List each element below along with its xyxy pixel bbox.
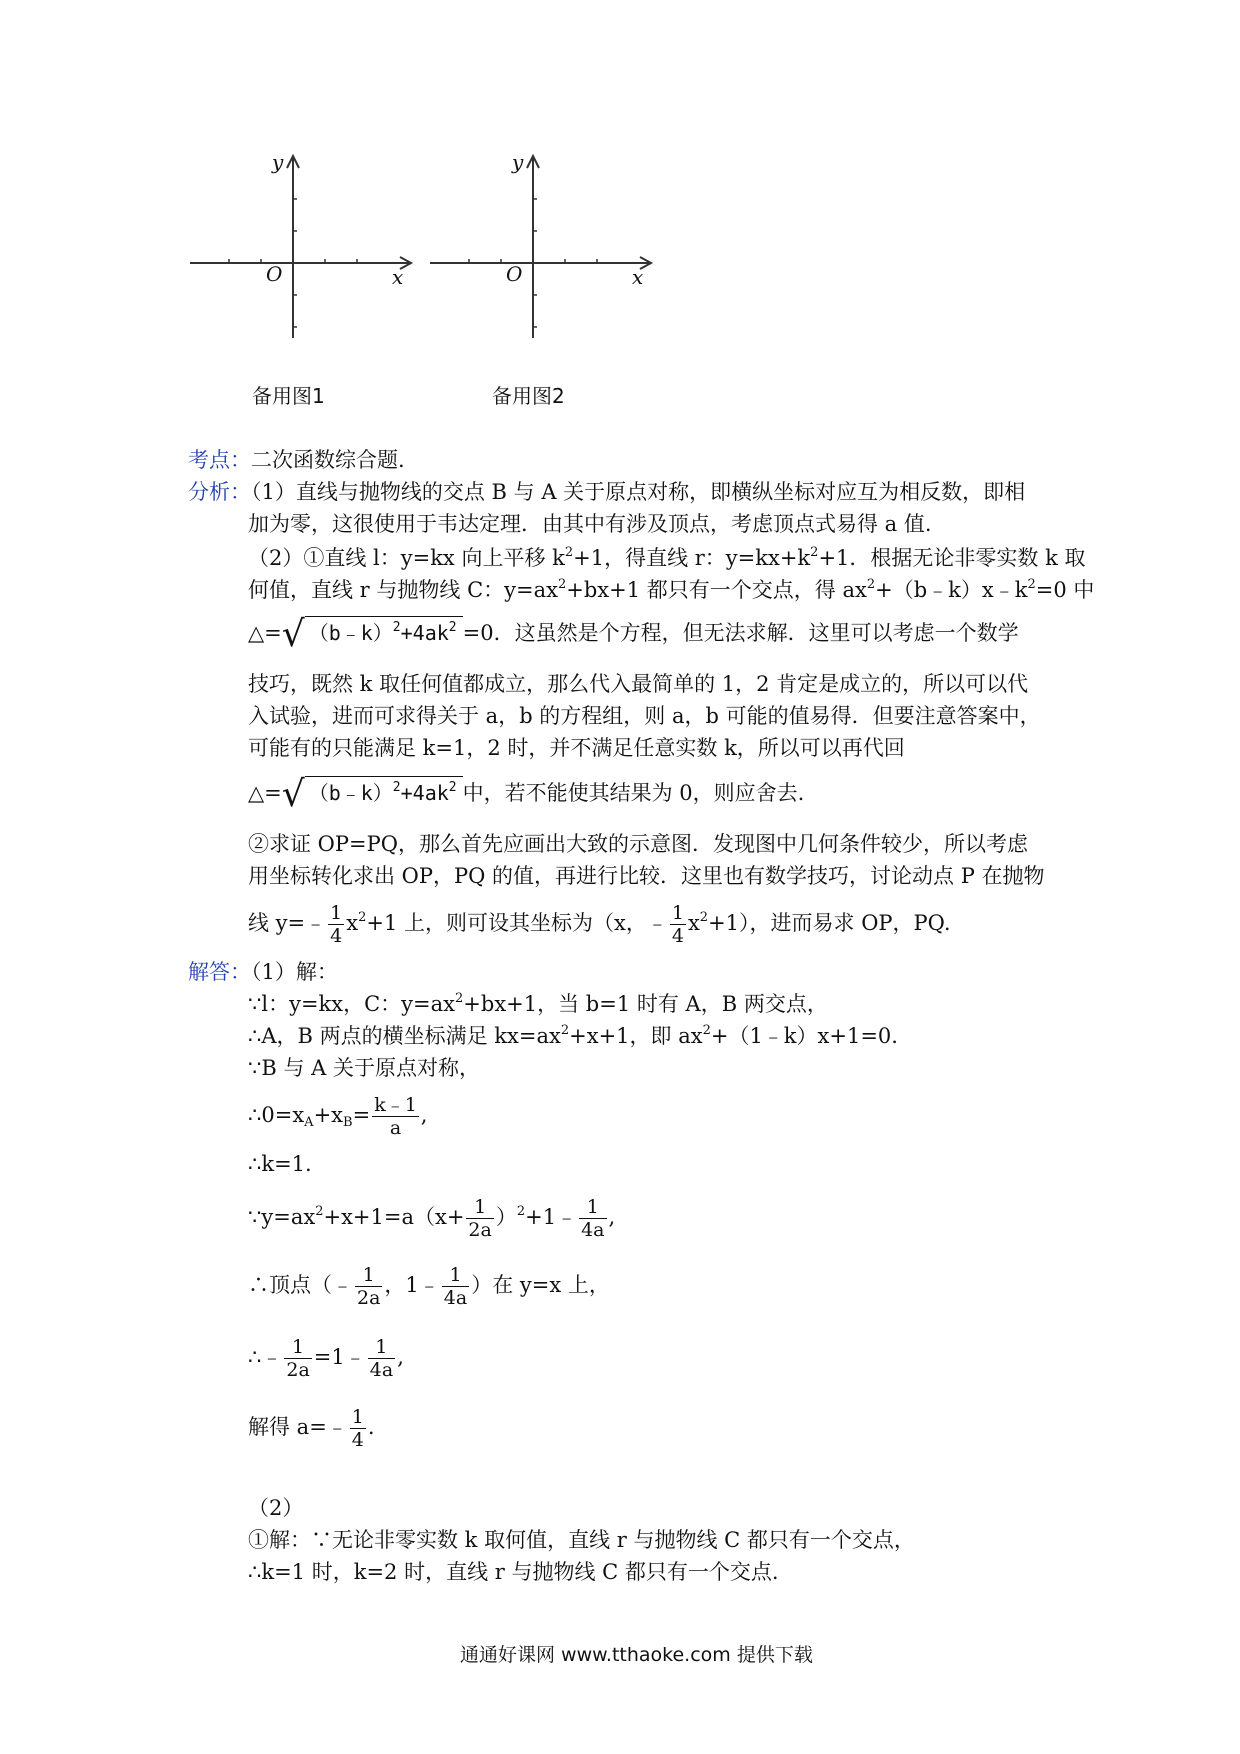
fenxi-line-3: （2）①直线 l：y=kx 向上平移 $k^2+1$，得直线 r：$y=kx+k^2+1$．根据无论非零实数 k 取 [248, 545, 1086, 570]
jieda-line-5: ∴k=1. [248, 1152, 312, 1176]
kaodian-line [188, 446, 405, 474]
figure-1-caption: 备用图1 [252, 384, 325, 408]
fenxi-line-2: 加为零，这很使用于韦达定理．由其中有涉及顶点，考虑顶点式易得 a 值. [248, 512, 932, 536]
figure-2-caption: 备用图2 [492, 384, 565, 408]
fenxi-line-12: 线 y=﹣ $\frac{1}{4}$ $x^2+1$ 上，则可设其坐标为（x，﹣ $\frac{1}{4}$ $x^2+1$），进而易求 OP，PQ. [248, 902, 951, 947]
figure-2 [420, 150, 660, 340]
fenxi-line-7: 入试验，进而可求得关于 a，b 的方程组，则 a，b 可能的值易得．但要注意答案中， [248, 704, 1041, 728]
fenxi-line-10: ②求证 OP=PQ，那么首先应画出大致的示意图．发现图中几何条件较少，所以考虑 [248, 832, 1028, 856]
fenxi-text: （1）直线与抛物线的交点 B 与 A 关于原点对称，即横纵坐标对应互为相反数，即相 [251, 480, 1026, 504]
jieda-line-p3: ①解：∵无论非零实数 k 取何值，直线 r 与抛物线 C 都只有一个交点， [248, 1528, 915, 1552]
jieda-line-9: 解得 a=﹣ $\frac{1}{4}$ . [248, 1406, 375, 1451]
jieda-line-3: ∵B 与 A 关于原点对称， [248, 1056, 480, 1080]
footer-text: 通通好课网 www.tthaoke.com 提供下载 [460, 1644, 813, 1666]
origin-label: O [506, 262, 523, 286]
jieda-line-7: ∴顶点（﹣ $\frac{1}{2a}$ ，1﹣ $\frac{1}{4a}$ ）在 y=x 上， [248, 1264, 610, 1309]
jieda-part-2: （2） [248, 1496, 304, 1520]
fenxi-line-5: △=√ $(b﹣k)^2+4ak^2 =0$．这虽然是个方程，但无法求解．这里可以考虑一个数学 [248, 614, 1019, 655]
jieda-line-8: ∴﹣ $\frac{1}{2a}$ =1﹣ $\frac{1}{4a}$ , [248, 1336, 404, 1381]
fenxi-line-8: 可能有的只能满足 k=1，2 时，并不满足任意实数 k，所以可以再代回 [248, 736, 905, 760]
jieda-line-0: 解答：（1）解： [188, 960, 338, 984]
fenxi-line-9: △=√ $(b﹣k)^2+4ak^2$ 中，若不能使其结果为 0，则应舍去. [248, 774, 805, 815]
fenxi-line-11: 用坐标转化求出 OP，PQ 的值，再进行比较．这里也有数学技巧，讨论动点 P 在抛物 [248, 864, 1045, 888]
sqrt-expression: $(b﹣k)^2+4ak^2$ [305, 616, 463, 645]
coordinate-axes-2 [420, 150, 660, 340]
fenxi-line-4: 何值，直线 r 与抛物线 C：$y=ax^2+bx+1$ 都只有一个交点，得 $ax^2+(b﹣k)x﹣k^2=0$ 中 [248, 577, 1095, 602]
kaodian-text: 二次函数综合题. [251, 448, 405, 472]
y-axis-label: y [512, 150, 524, 174]
coordinate-axes-1 [180, 150, 420, 340]
x-axis-label: x [392, 265, 404, 289]
origin-label: O [266, 262, 283, 286]
x-axis-label: x [632, 265, 644, 289]
figure-1 [180, 150, 420, 340]
y-axis-label: y [272, 150, 284, 174]
fenxi-label: 分析： [188, 480, 251, 504]
fenxi-line-6: 技巧，既然 k 取任何值都成立，那么代入最简单的 1，2 肯定是成立的，所以可以代 [248, 672, 1029, 696]
kaodian-label: 考点： [188, 448, 251, 472]
fenxi-line-1 [188, 478, 1025, 506]
sqrt-expression: $(b﹣k)^2+4ak^2$ [305, 776, 463, 805]
jieda-line-p4: ∴k=1 时，k=2 时，直线 r 与抛物线 C 都只有一个交点. [248, 1560, 779, 1584]
jieda-line-4: $\therefore 0=x_A+x_B=$ $\frac{k﹣1}{a}$ , [248, 1094, 428, 1139]
jieda-line-6: $\because y=ax^2+x+1=a(x+$ $\frac{1}{2a}$ ）$^2$+1﹣ $\frac{1}{4a}$ , [248, 1196, 616, 1241]
jieda-label: 解答： [188, 960, 251, 984]
jieda-line-2: ∴A，B 两点的横坐标满足 $kx=ax^2+x+1$，即 $ax^2+(1﹣k)x+1=0$. [248, 1023, 898, 1048]
jieda-line-1: ∵l：y=kx，C：$y=ax^2+bx+1$，当 b=1 时有 A，B 两交点， [248, 991, 828, 1016]
